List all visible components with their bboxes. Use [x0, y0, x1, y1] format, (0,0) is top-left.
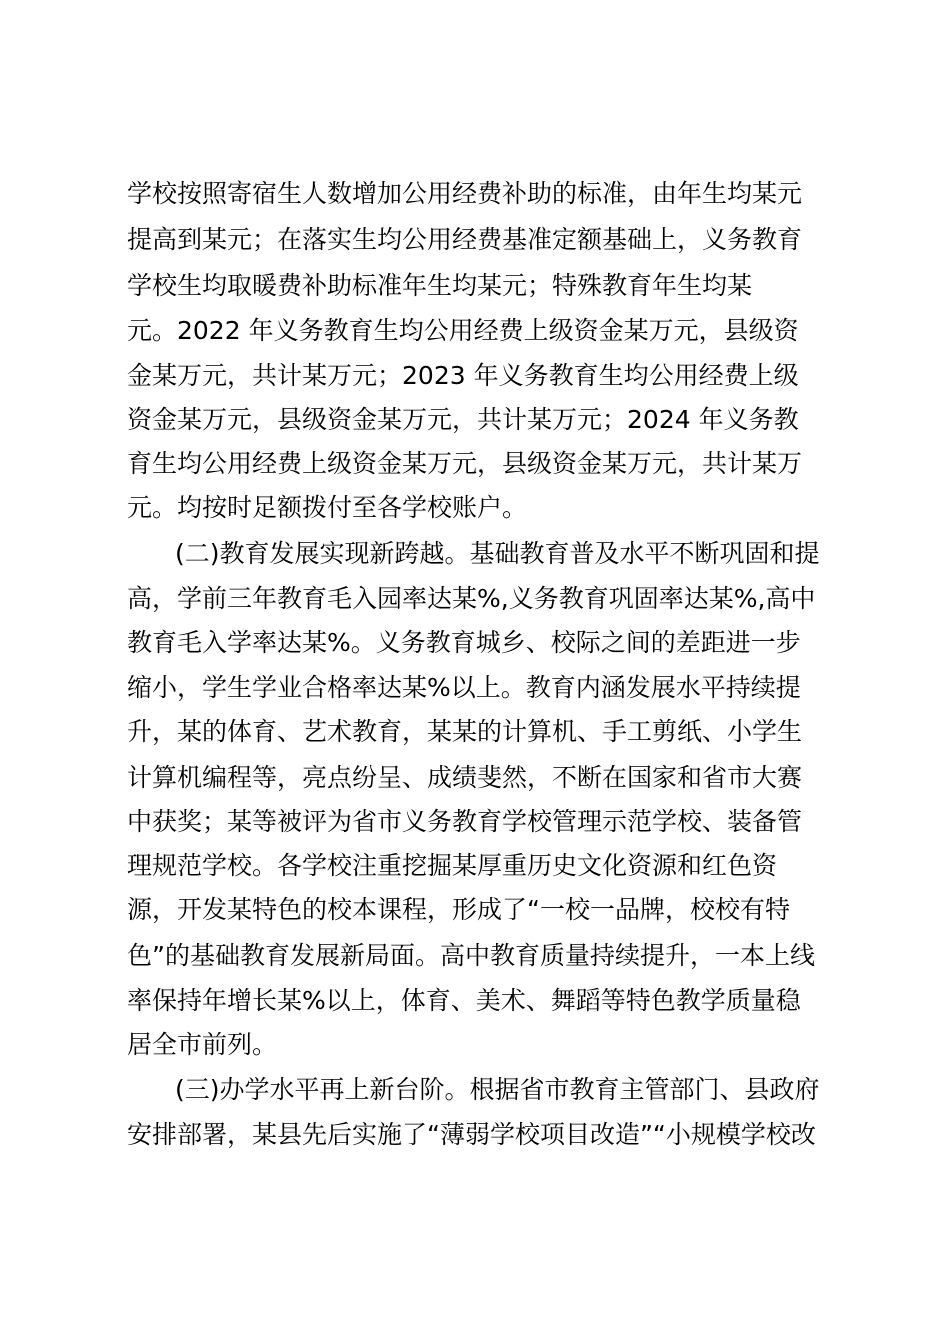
text-line: 计算机编程等，亮点纷呈、成绩斐然，不断在国家和省市大赛: [127, 763, 803, 792]
text-line: 缩小，学生学业合格率达某%以上。教育内涵发展水平持续提: [127, 673, 801, 702]
text-line: 理规范学校。各学校注重挖掘某厚重历史文化资源和红色资: [127, 851, 778, 880]
text-line: 学校按照寄宿生人数增加公用经费补助的标准，由年生均某元: [127, 179, 803, 208]
text-line: 金某万元，共计某万元；2023 年义务教育生均公用经费上级: [127, 361, 799, 390]
section-heading-line: (三)办学水平再上新台阶。根据省市教育主管部门、县政府: [175, 1075, 820, 1104]
text-line: 学校生均取暖费补助标准年生均某元；特殊教育年生均某: [127, 271, 753, 300]
text-line: 率保持年增长某%以上，体育、美术、舞蹈等特色教学质量稳: [127, 986, 801, 1015]
text-line: 元。2022 年义务教育生均公用经费上级资金某万元，县级资: [127, 316, 799, 345]
text-line: 教育毛入学率达某%。义务教育城乡、校际之间的差距进一步: [127, 628, 801, 657]
text-line: 育生均公用经费上级资金某万元，县级资金某万元，共计某万: [127, 449, 803, 478]
text-line: 升，某的体育、艺术教育，某某的计算机、手工剪纸、小学生: [127, 717, 803, 746]
text-line: 高，学前三年教育毛入园率达某%,义务教育巩固率达某%,高中: [127, 584, 816, 613]
text-line: 色”的基础教育发展新局面。高中教育质量持续提升，一本上线: [127, 941, 815, 970]
text-line: 提高到某元；在落实生均公用经费基准定额基础上，义务教育: [127, 225, 803, 254]
text-line: 居全市前列。: [127, 1030, 278, 1059]
text-line: 中获奖；某等被评为省市义务教育学校管理示范学校、装备管: [127, 807, 803, 836]
text-line: 安排部署，某县先后实施了“薄弱学校项目改造”“小规模学校改: [127, 1120, 816, 1149]
text-line: 元。均按时足额拨付至各学校账户。: [127, 493, 528, 522]
text-line: 资金某万元，县级资金某万元，共计某万元；2024 年义务教: [127, 405, 799, 434]
text-line: 源，开发某特色的校本课程，形成了“一校一品牌，校校有特: [127, 895, 790, 924]
section-heading-line: (二)教育发展实现新跨越。基础教育普及水平不断巩固和提: [175, 539, 820, 568]
